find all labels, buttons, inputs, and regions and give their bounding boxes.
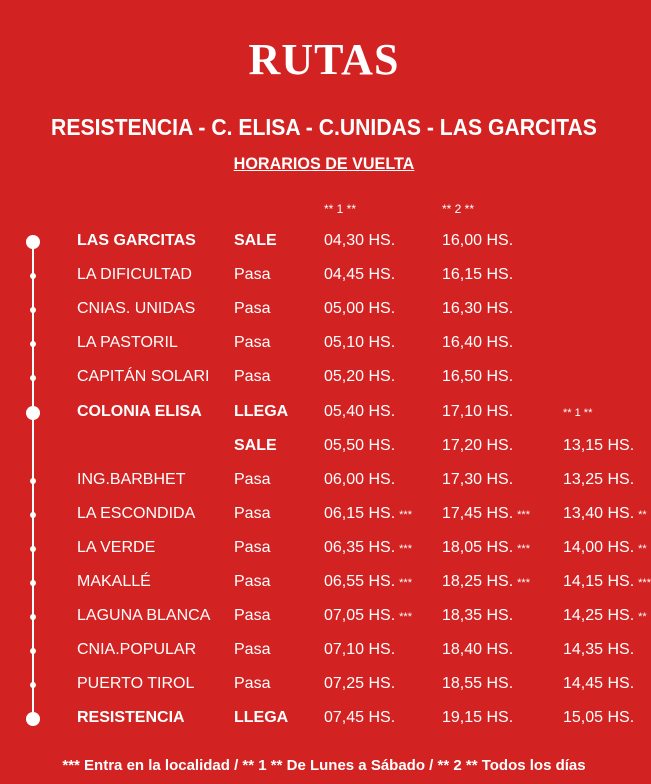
stop-action: LLEGA [234, 709, 289, 727]
time-col3 [563, 437, 634, 455]
stop-marker-small-icon [30, 614, 36, 620]
time-mark: ** [638, 611, 647, 624]
stop-marker-small-icon [30, 307, 36, 313]
stop-marker-small-icon [30, 648, 36, 654]
time-col2 [442, 232, 513, 250]
time-value: 17,30 HS. [442, 470, 514, 488]
time-col3 [563, 573, 651, 591]
time-mark: *** [638, 577, 651, 589]
time-col3 [563, 505, 647, 523]
stop-marker-small-icon [30, 375, 36, 381]
schedule-row [0, 705, 648, 739]
time-col1 [324, 266, 395, 284]
time-col2 [442, 266, 513, 284]
time-col2 [442, 641, 513, 659]
schedule-row [0, 501, 648, 535]
time-mark: *** [399, 577, 412, 589]
time-value: 17,10 HS. [442, 402, 514, 420]
time-col2 [442, 573, 530, 591]
time-col1 [324, 505, 412, 523]
time-col1 [324, 437, 395, 455]
time-value: 04,30 HS. [324, 232, 396, 249]
time-value: 05,20 HS. [324, 368, 396, 386]
time-col1 [324, 641, 395, 659]
schedule-row [0, 364, 648, 398]
time-col3 [563, 709, 634, 727]
stop-name: CNIA.POPULAR [77, 641, 197, 659]
stop-action: Pasa [234, 607, 271, 625]
time-value: 06,00 HS. [324, 470, 396, 488]
stop-marker-large-icon [26, 712, 40, 726]
stop-marker-small-icon [30, 546, 36, 552]
time-col2 [442, 437, 513, 455]
time-value: 18,40 HS. [442, 641, 514, 659]
schedule-subtitle: HORARIOS DE VUELTA [233, 154, 415, 173]
stop-name: LA PASTORIL [77, 334, 178, 352]
stop-name: LA VERDE [77, 538, 156, 556]
time-value: 16,15 HS. [442, 266, 514, 284]
stop-name: CAPITÁN SOLARI [77, 368, 210, 386]
stop-name: LAGUNA BLANCA [77, 607, 211, 625]
time-col3 [563, 403, 592, 421]
time-col2 [442, 607, 513, 625]
time-col1 [324, 709, 395, 727]
time-col2 [442, 403, 513, 421]
time-col2 [442, 368, 513, 386]
time-value: 07,05 HS. [324, 607, 396, 625]
time-col1 [324, 471, 395, 489]
time-col2 [442, 505, 530, 523]
stop-marker-small-icon [30, 580, 36, 586]
stop-name: CNIAS. UNIDAS [77, 300, 196, 318]
time-col1 [324, 403, 395, 421]
time-value: 07,25 HS. [324, 675, 396, 693]
column-header-1: ** 1 ** [324, 202, 357, 216]
time-value: 05,40 HS. [324, 402, 396, 420]
stop-name: MAKALLÉ [77, 573, 151, 590]
stop-marker-small-icon [30, 273, 36, 279]
schedule-row [0, 399, 648, 433]
time-value: 13,40 HS. [563, 504, 635, 522]
schedule-row [0, 433, 648, 467]
stop-name: COLONIA ELISA [77, 402, 202, 420]
time-value: 05,10 HS. [324, 334, 396, 352]
time-col1 [324, 573, 412, 591]
time-mark: *** [399, 611, 412, 624]
time-mark: *** [517, 577, 530, 589]
time-value: 07,10 HS. [324, 641, 396, 659]
time-mark: *** [399, 508, 412, 521]
time-col2 [442, 471, 513, 489]
time-col3 [563, 675, 634, 693]
time-value: 16,40 HS. [442, 334, 514, 352]
time-mark: *** [517, 508, 530, 521]
time-value: 16,50 HS. [442, 368, 514, 386]
stop-marker-large-icon [26, 235, 40, 249]
time-col3 [563, 539, 647, 557]
time-col1 [324, 232, 395, 250]
footer-legend: *** Entra en la localidad / ** 1 ** De Lunes a Sábado / ** 2 ** Todos los días [62, 757, 586, 774]
time-col1 [324, 300, 395, 318]
time-value: 14,15 HS. [563, 573, 635, 590]
stop-action: Pasa [234, 334, 271, 352]
time-value: 14,00 HS. [563, 538, 635, 556]
time-col2 [442, 675, 513, 693]
time-value: 14,25 HS. [563, 607, 635, 625]
time-value: 16,30 HS. [442, 300, 514, 318]
stop-name: LAS GARCITAS [77, 232, 196, 249]
schedule-row [0, 330, 648, 364]
schedule-row [0, 637, 648, 671]
schedule-row [0, 296, 648, 330]
time-col3 [563, 607, 647, 625]
time-mark: *** [517, 542, 530, 555]
time-col1 [324, 334, 395, 352]
stop-action: Pasa [234, 300, 271, 318]
time-value: 18,05 HS. [442, 538, 514, 556]
time-value: 17,20 HS. [442, 436, 514, 454]
time-col2 [442, 300, 513, 318]
time-mark: ** [638, 542, 647, 555]
stop-name: LA DIFICULTAD [77, 266, 192, 284]
stop-name: RESISTENCIA [77, 709, 185, 727]
stop-action: SALE [234, 232, 277, 249]
time-value: 15,05 HS. [563, 709, 635, 727]
time-col1 [324, 368, 395, 386]
schedule-row [0, 467, 648, 501]
time-value: 19,15 HS. [442, 709, 514, 727]
page-title: RUTAS [248, 35, 400, 84]
schedule-row [0, 603, 648, 637]
stop-action: Pasa [234, 470, 271, 488]
time-col2 [442, 709, 513, 727]
time-value: 04,45 HS. [324, 266, 396, 284]
time-value: 16,00 HS. [442, 232, 514, 249]
stop-action: Pasa [234, 538, 271, 556]
time-value: 18,35 HS. [442, 607, 514, 625]
time-value: 18,25 HS. [442, 573, 514, 590]
stop-name: ING.BARBHET [77, 470, 186, 488]
schedule-row [0, 228, 648, 262]
column-header-2: ** 2 ** [442, 202, 475, 216]
time-value: 07,45 HS. [324, 709, 396, 727]
stop-marker-small-icon [30, 512, 36, 518]
stop-marker-small-icon [30, 682, 36, 688]
time-value: 18,55 HS. [442, 675, 514, 693]
stop-marker-small-icon [30, 341, 36, 347]
time-value: 14,35 HS. [563, 641, 635, 659]
time-value: 13,25 HS. [563, 470, 635, 488]
schedule-row [0, 569, 651, 603]
time-mark: *** [399, 542, 412, 555]
time-value: 05,50 HS. [324, 436, 396, 454]
time-value: 05,00 HS. [324, 300, 396, 318]
time-col1 [324, 539, 412, 557]
time-col3 [563, 471, 634, 489]
time-value: 17,45 HS. [442, 504, 514, 522]
schedule-row [0, 671, 648, 705]
route-name: RESISTENCIA - C. ELISA - C.UNIDAS - LAS GARCITAS [51, 114, 597, 140]
time-value: 06,35 HS. [324, 538, 396, 556]
stop-action: SALE [234, 436, 277, 454]
stop-action: Pasa [234, 675, 271, 693]
stop-action: Pasa [234, 368, 271, 386]
time-value: 06,15 HS. [324, 504, 396, 522]
time-col2 [442, 334, 513, 352]
stop-action: Pasa [234, 573, 271, 590]
schedule-row [0, 535, 648, 569]
stop-action: Pasa [234, 266, 271, 284]
time-mark: ** [638, 508, 647, 521]
time-value: 14,45 HS. [563, 675, 635, 693]
time-mark: ** 1 ** [563, 406, 593, 419]
stop-name: LA ESCONDIDA [77, 504, 196, 522]
time-col3 [563, 641, 634, 659]
stop-action: LLEGA [234, 402, 289, 420]
stop-marker-large-icon [26, 406, 40, 420]
stop-action: Pasa [234, 504, 271, 522]
time-col2 [442, 539, 530, 557]
stop-name: PUERTO TIROL [77, 675, 195, 693]
time-col1 [324, 607, 412, 625]
time-col1 [324, 675, 395, 693]
time-value: 13,15 HS. [563, 436, 635, 454]
stop-marker-small-icon [30, 478, 36, 484]
schedule-row [0, 262, 648, 296]
time-value: 06,55 HS. [324, 573, 396, 590]
stop-action: Pasa [234, 641, 271, 659]
